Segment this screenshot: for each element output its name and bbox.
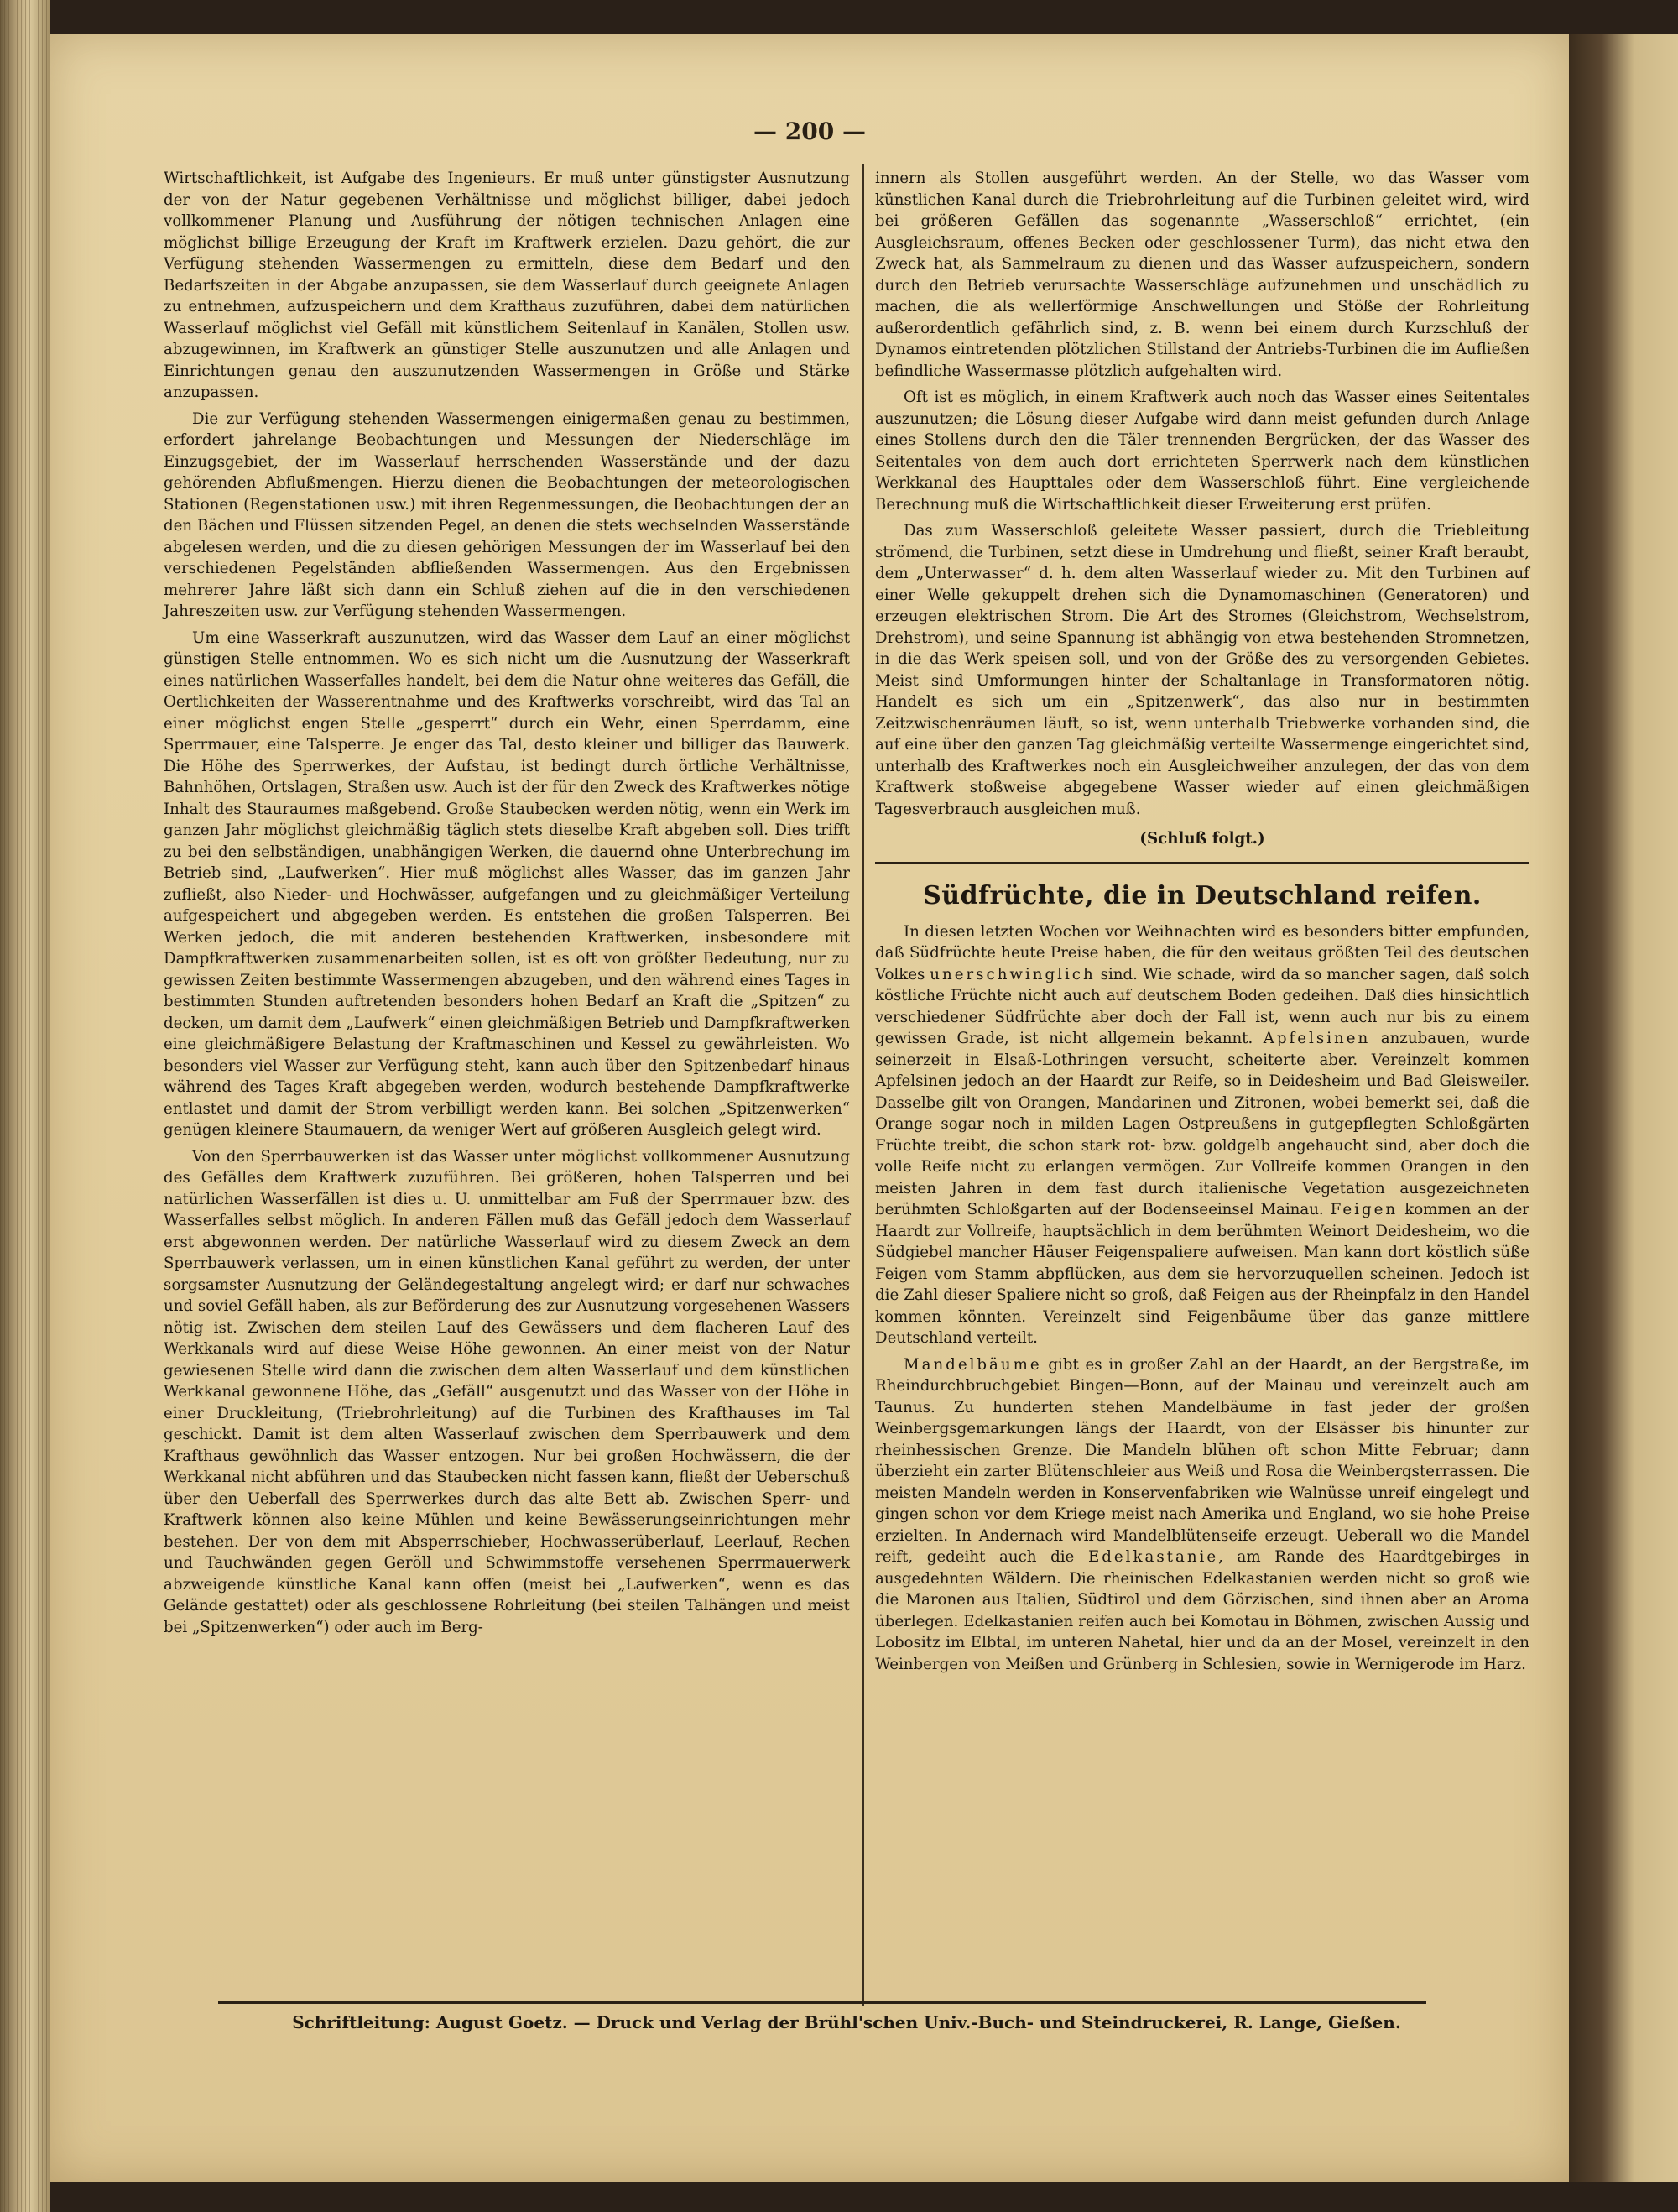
paragraph: Wirtschaftlichkeit, ist Aufgabe des Ingenieurs. Er muß unter günstigster Ausnutzung der von der Natur gegebenen Verhältnisse und möglichst billiger, dabei jedoch vollkommener Planung und Ausführung der nötigen technischen Anlagen eine möglichst billige Erzeugung der Kraft im Kraftwerk erzielen. Dazu gehört, die zur Verfügung stehenden Wassermengen zu ermitteln, diese dem Bedarf und den Bedarfszeiten in der Abgabe anzupassen, sie dem Wasserlauf durch geeignete Anlagen zu entnehmen, aufzuspeichern und dem Krafthaus zuzuführen, dabei dem natürlichen Wasserlauf möglichst viel Gefäll mit künstlichem Seitenlauf in Kanälen, Stollen usw. abzugewinnen, im Kraftwerk an günstiger Stelle auszunutzen und alle Anlagen und Einrichtungen genau den auszunutzenden Wassermengen in Größe und Stärke anzupassen. (164, 170, 850, 401)
right-column (875, 168, 1529, 1680)
emphasis-spaced: Edelkastanie (1087, 1548, 1219, 1566)
page-number: — 200 — (753, 117, 866, 145)
book-page-edge (0, 0, 50, 2212)
left-column (164, 168, 850, 1643)
paragraph: Von den Sperrbauwerken ist das Wasser unter möglichst vollkommener Ausnutzung des Gefälles dem Kraftwerk zuzuführen. Bei größeren, hohen Talsperren und bei natürlichen Wasserfällen ist dies u. U. unmittelbar am Fuß der Sperrmauer bzw. des Wasserfalles selbst möglich. In anderen Fällen muß das Gefäll jedoch dem Wasserlauf erst abgewonnen werden. Der natürliche Wasserlauf wird zu diesem Zweck an dem Sperrbauwerk verlassen, um in einen künstlichen Kanal geführt zu werden, der unter sorgsamster Ausnutzung der Geländegestaltung angelegt wird; er darf nur schwaches und soviel Gefäll haben, als zur Beförderung des zur Ausnutzung vorgesehenen Wassers nötig ist. Zwischen dem steilen Lauf des Gewässers und dem flacheren Lauf des Werkkanals wird auf diese Weise Höhe gewonnen. An einer meist von der Natur gewiesenen Stelle wird dann die zwischen dem alten Wasserlauf und dem künstlichen Werkkanal gewonnene Höhe, das „Gefäll“ ausgenutzt und das Wasser von der Höhe in einer Druckleitung, (Triebrohrleitung) auf die Turbinen des Krafthauses im Tal geschickt. Damit ist dem alten Wasserlauf zwischen dem Sperrbauwerk und dem Krafthaus gewöhnlich das Wasser entzogen. Nur bei großen Hochwässern, die der Werkkanal nicht abführen und das Staubecken nicht fassen kann, fließt der Ueberschuß über den Ueberfall des Sperrwerkes durch das alte Bett ab. Zwischen Sperr- und Kraftwerk können also keine Mühlen und keine Bewässerungseinrichtungen mehr bestehen. Der von dem mit Absperrschieber, Hochwasserüberlauf, Leerlauf, Rechen und Tauchwänden gegen Geröll und Schwimmstoffe versehenen Sperrmauerwerk abzweigende künstliche Kanal kann offen (meist bei „Laufwerken“, wenn es das Gelände gestattet) oder als geschlossene Rohrleitung (bei steilen Talhängen und meist bei „Spitzenwerken“) oder auch im Berg- (164, 1147, 850, 1636)
emphasis-spaced: Feigen (1330, 1201, 1399, 1218)
section-rule (875, 862, 1529, 864)
text-run: gibt es in großer Zahl an der Haardt, an der Bergstraße, im Rheindurchbruchgebiet Bingen—Bonn, auf der Mainau und vereinzelt auch am Taunus. Zu hunderten stehen Mandelbäume in fast jeder der großen Weinbergsgemarkungen längs der Haardt, von der Elsässer bis hinunter zur rheinhessischen Grenze. Die Mandeln blühen oft schon Mitte Februar; dann überzieht ein zarter Blütenschleier aus Weiß und Rosa die Weinbergsterrassen. Die meisten Mandeln werden in Konservenfabriken wie Walnüsse unreif eingelegt und gingen schon vor dem Kriege meist nach Amerika und England, wo sie hohe Preise erzielten. In Andernach wird Mandelblütenseife erzeugt. Ueberall wo die Mandel reift, gedeiht auch die (875, 1355, 1529, 1566)
text-run: kommen an der Haardt zur Vollreife, hauptsächlich in dem berühmten Weinort Deidesheim, wo die Südgiebel mancher Häuser Feigenspaliere aufweisen. Man kann dort köstlich süße Feigen vom Stamm abpflücken, aus dem sie hervorzuquellen scheinen. Jedoch ist die Zahl dieser Spaliere nicht so groß, daß Feigen aus der Rheinpfalz in den Handel kommen könnten. Vereinzelt sind Feigenbäume über das ganze mittlere Deutschland verteilt. (875, 1201, 1529, 1347)
text-run: sind. Wie schade, wird da so mancher sagen, daß solch köstliche Früchte nicht auch auf deutschem Boden gedeihen. Daß dies hinsichtlich verschiedener Südfrüchte aber doch der Fall ist, wenn auch nur bis zu einem gewissen Grade, ist nicht allgemein bekannt. (875, 965, 1529, 1047)
paragraph: Die zur Verfügung stehenden Wassermengen einigermaßen genau zu bestimmen, erfordert jahrelange Beobachtungen und Messungen der Niederschläge im Einzugsgebiet, der im Wasserlauf herrschenden Wasserstände und der dazu gehörenden Abflußmengen. Hierzu dienen die Beobachtungen der meteorologischen Stationen (Regenstationen usw.) mit ihren Regenmessungen, die Beobachtungen der an den Bächen und Flüssen sitzenden Pegel, an denen die stets wechselnden Wasserstände abgelesen werden, und die zu diesen gehörigen Messungen der im Wasserlauf bei den verschiedenen Pegelständen abfließenden Wassermengen. Aus den Ergebnissen mehrerer Jahre läßt sich dann ein Schluß ziehen auf die in den verschiedenen Jahreszeiten usw. zur Verfügung stehenden Wassermengen. (164, 410, 850, 620)
footer-rule (218, 2001, 1426, 2004)
paragraph: Das zum Wasserschloß geleitete Wasser passiert, durch die Triebleitung strömend, die Turbinen, setzt diese in Umdrehung und fließt, seiner Kraft beraubt, dem „Unterwasser“ d. h. dem alten Wasserlauf wieder zu. Mit den Turbinen auf einer Welle gekuppelt drehen sich die Dynamomaschinen (Generatoren) und erzeugen elektrischen Strom. Die Art des Stromes (Gleichstrom, Wechselstrom, Drehstrom), und seine Spannung ist abhängig von etwa bestehenden Stromnetzen, in die das Werk speisen soll, und von der Größe des zu versorgenden Gebietes. Meist sind Umformungen hinter der Schaltanlage in Transformatoren nötig. Handelt es sich um ein „Spitzenwerk“, das also nur in bestimmten Zeitzwischenräumen läuft, so ist, wenn unterhalb Triebwerke vorhanden sind, die auf eine über den ganzen Tag gleichmäßig verteilte Wassermenge eingerichtet sind, unterhalb des Kraftwerkes noch ein Ausgleichweiher anzulegen, der das von dem Kraftwerk stoßweise abgegebene Wasser wieder auf einen gleichmäßigen Tagesverbrauch ausgleichen muß. (875, 522, 1529, 818)
adjacent-page-strip (1569, 34, 1678, 2182)
emphasis-spaced: unerschwinglich (930, 965, 1096, 983)
text-run: , am Rande des Haardtgebirges in ausgedehnten Wäldern. Die rheinischen Edelkastanien werden nicht so groß wie die Maronen aus Italien, Südtirol und dem Görzischen, sind ihnen aber an Aroma überlegen. Edelkastanien reifen auch bei Komotau in Böhmen, zwischen Aussig und Lobositz im Elbtal, im unteren Nahetal, hier und da an der Mosel, vereinzelt in den Weinbergen von Meißen und Grünberg in Schlesien, sowie in Wernigerode im Harz. (875, 1548, 1529, 1673)
article-title: Südfrüchte, die in Deutschland reifen. (923, 880, 1482, 910)
text-run: anzubauen, wurde seinerzeit in Elsaß-Lothringen versucht, scheiterte aber. Vereinzelt kommen Apfelsinen jedoch an der Haardt zur Reife, so in Deidesheim und Bad Gleisweiler. Dasselbe gilt von Orangen, Mandarinen und Zitronen, wobei bemerkt sei, daß die Orange sogar noch in milden Lagen Ostpreußens in gutgepflegten Schloßgärten Früchte treibt, die schon stark rot- bzw. goldgelb angehaucht sind, aber doch die volle Reife nicht zu erlangen vermögen. Zur Vollreife kommen Orangen in den meisten Jahren in dem fast durch italienische Vegetation ausgezeichneten berühmten Schloßgarten auf der Bodenseeinsel Mainau. (875, 1030, 1529, 1218)
article-paragraph (875, 921, 1529, 1349)
paragraph: Um eine Wasserkraft auszunutzen, wird das Wasser dem Lauf an einer möglichst günstigen Stelle entnommen. Wo es sich nicht um die Ausnutzung der Wasserkraft eines natürlichen Wasserfalles handelt, bei dem die Natur ohne weiteres das Gefäll, die Oertlichkeiten der Wasserentnahme und des Kraftwerks vorschreibt, wird das Tal an einer möglichst engen Stelle „gesperrt“ durch ein Wehr, einen Sperrdamm, eine Sperrmauer, eine Talsperre. Je enger das Tal, desto kleiner und billiger das Bauwerk. Die Höhe des Sperrwerkes, der Aufstau, ist bedingt durch örtliche Verhältnisse, Bahnhöhen, Ortslagen, Straßen usw. Auch ist der für den Zweck des Kraftwerkes nötige Inhalt des Stauraumes maßgebend. Große Staubecken werden nötig, wenn ein Werk im ganzen Jahr möglichst gleichmäßig täglich stets dieselbe Kraft abgeben soll. Dies trifft zu bei den selbständigen, unabhängigen Werken, die dauernd ohne Unterbrechung im Betrieb sind, „Laufwerken“. Hier muß möglichst alles Wasser, das im ganzen Jahr zufließt, also Nieder- und Hochwässer, aufgefangen und zu gleichmäßiger Verteilung aufgespeichert und abgegeben werden. Es entstehen die großen Talsperren. Bei Werken jedoch, die mit anderen bestehenden Kraftwerken, insbesondere mit Dampfkraftwerken zusammenarbeiten sollen, ist es oft von größter Bedeutung, nur zu gewissen Zeiten bestimmte Wassermengen abzugeben, und den während eines Tages in bestimmten Stunden auftretenden besonders hohen Bedarf an Kraft die „Spitzen“ zu decken, um damit dem „Laufwerk“ einen gleichmäßigen Betrieb und Dampfkraftwerken eine gleichmäßigere Belastung der Kraftmaschinen und Kessel zu gewährleisten. Wo besonders viel Wasser zur Verfügung steht, kann auch über den Spitzenbedarf hinaus während des Tages Kraft abgegeben werden, wodurch bestehende Dampfkraftwerke entlastet und damit der Strom verbilligt werden kann. Bei solchen „Spitzenwerken“ genügen kleinere Staumauern, da weniger Wert auf größeren Ausgleich gelegt wird. (164, 629, 850, 1139)
continued-note: (Schluß folgt.) (1139, 830, 1265, 848)
imprint-footer: Schriftleitung: August Goetz. — Druck und Verlag der Brühl'schen Univ.-Buch- und Steindruckerei, R. Lange, Gießen. (292, 2012, 1401, 2032)
emphasis-spaced: Mandelbäume (904, 1355, 1042, 1374)
paragraph: innern als Stollen ausgeführt werden. An der Stelle, wo das Wasser vom künstlichen Kanal durch die Triebrohrleitung auf die Turbinen geleitet wird, wird bei größeren Gefällen das sogenannte „Wasserschloß“ errichtet, (ein Ausgleichsraum, offenes Becken oder geschlossener Turm), das nicht etwa den Zweck hat, als Sammelraum zu dienen und das Wasser aufzuspeichern, sondern durch den Betrieb verursachte Wasserschläge aufzunehmen und unschädlich zu machen, die als wellerförmige Anschwellungen und Stöße der Rohrleitung außerordentlich gefährlich sind, z. B. wenn bei einem durch Kurzschluß der Dynamos eintretenden plötzlichen Stillstand der Antriebs-Turbinen die im Aufließen befindliche Wassermasse plötzlich aufgehalten wird. (875, 170, 1529, 380)
emphasis-spaced: Apfelsinen (1263, 1030, 1371, 1047)
text-run: In diesen letzten Wochen vor Weihnachten wird es besonders bitter empfunden, daß Südfrüchte heute Preise haben, die für den weitaus größten Teil des deutschen Volkes (875, 922, 1529, 983)
article-paragraph (875, 1354, 1529, 1676)
column-divider (862, 164, 864, 2006)
paragraph: Oft ist es möglich, in einem Kraftwerk auch noch das Wasser eines Seitentales auszunutzen; die Lösung dieser Aufgabe wird dann meist gefunden durch Anlage eines Stollens durch den die Täler trennenden Bergrücken, der das Wasser des Seitentales von dem auch dort errichteten Sperrwerk nach dem künstlichen Werkkanal des Haupttales oder dem Wasserschloß führt. Eine vergleichende Berechnung muß die Wirtschaftlichkeit dieser Erweiterung erst prüfen. (875, 389, 1529, 514)
